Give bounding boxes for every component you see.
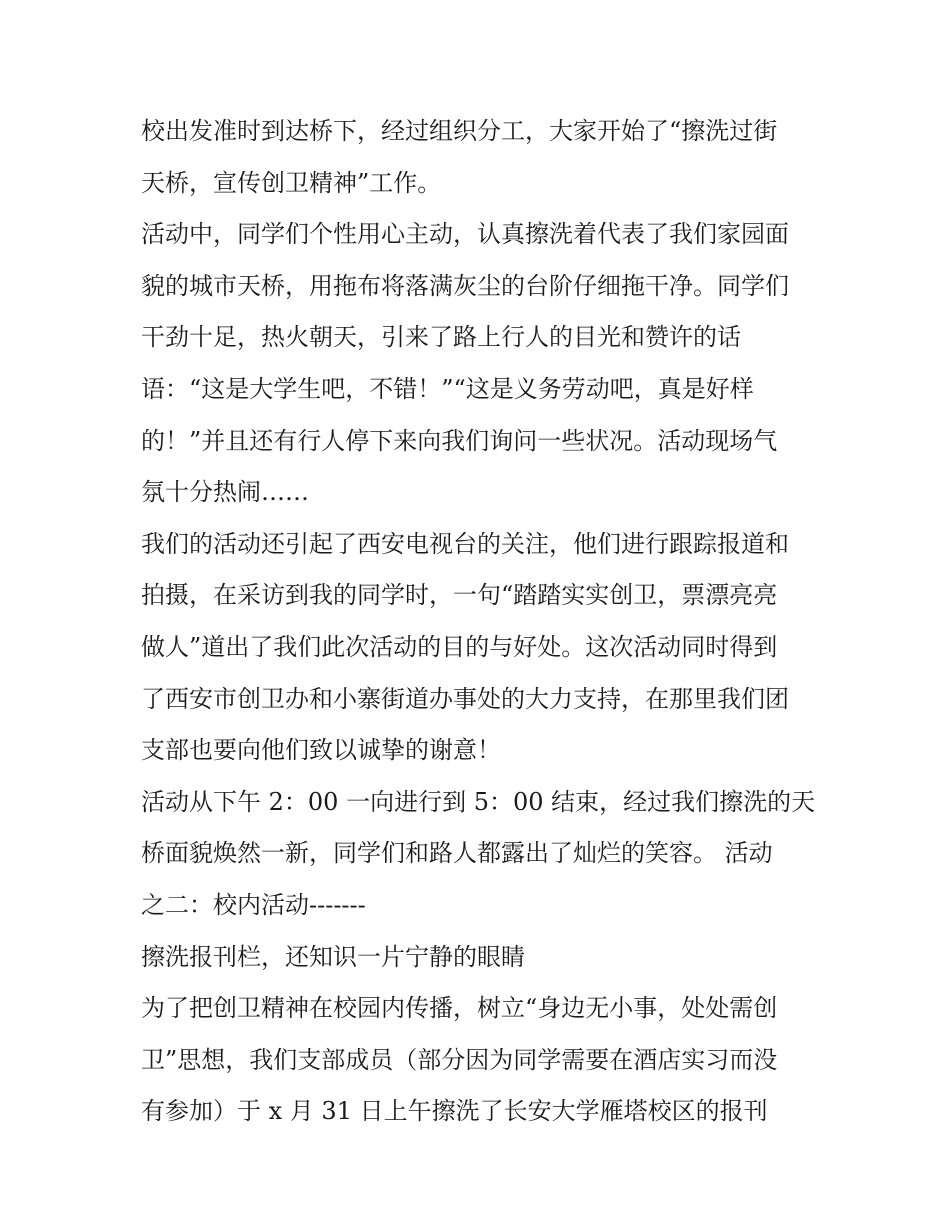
text-line: 卫”思想，我们支部成员（部分因为同学需要在酒店实习而没	[141, 1045, 778, 1074]
text-line: 干劲十足，热火朝天，引来了路上行人的目光和赞许的话	[141, 323, 741, 352]
text-line: 了西安市创卫办和小寨街道办事处的大力支持，在那里我们团	[141, 684, 789, 713]
text-line: 校出发准时到达桥下，经过组织分工，大家开始了“擦洗过街	[141, 117, 778, 145]
text-line: 活动中，同学们个性用心主动，认真擦洗着代表了我们家园面	[141, 220, 789, 249]
text-line: 拍摄，在采访到我的同学时，一句“踏踏实实创卫，票漂亮亮	[141, 581, 778, 610]
text-line: 氛十分热闹……	[141, 478, 309, 507]
text-line: 为了把创卫精神在校园内传播，树立“身边无小事，处处需创	[141, 994, 778, 1023]
text-line: 我们的活动还引起了西安电视台的关注，他们进行跟踪报道和	[141, 529, 789, 558]
text-line: 的！”并且还有行人停下来向我们询问一些状况。活动现场气	[141, 426, 778, 455]
text-line: 活动从下午 2：00 一向进行到 5：00 结束，经过我们擦洗的天	[141, 787, 816, 816]
text-line: 桥面貌焕然一新，同学们和路人都露出了灿烂的笑容。 活动	[141, 839, 773, 868]
text-line: 之二：校内活动-------	[141, 890, 366, 919]
text-line: 天桥，宣传创卫精神”工作。	[141, 168, 442, 197]
text-line: 貌的城市天桥，用拖布将落满灰尘的台阶仔细拖干净。同学们	[141, 271, 789, 300]
document-body	[141, 106, 821, 1138]
text-line: 支部也要向他们致以诚挚的谢意！	[141, 736, 501, 765]
text-line: 有参加）于 x 月 31 日上午擦洗了长安大学雁塔校区的报刊	[141, 1097, 768, 1126]
text-line: 语：“这是大学生吧，不错！”“这是义务劳动吧，真是好样	[141, 374, 754, 403]
text-line: 做人”道出了我们此次活动的目的与好处。这次活动同时得到	[141, 632, 778, 661]
text-line: 擦洗报刊栏，还知识一片宁静的眼睛	[141, 942, 525, 971]
